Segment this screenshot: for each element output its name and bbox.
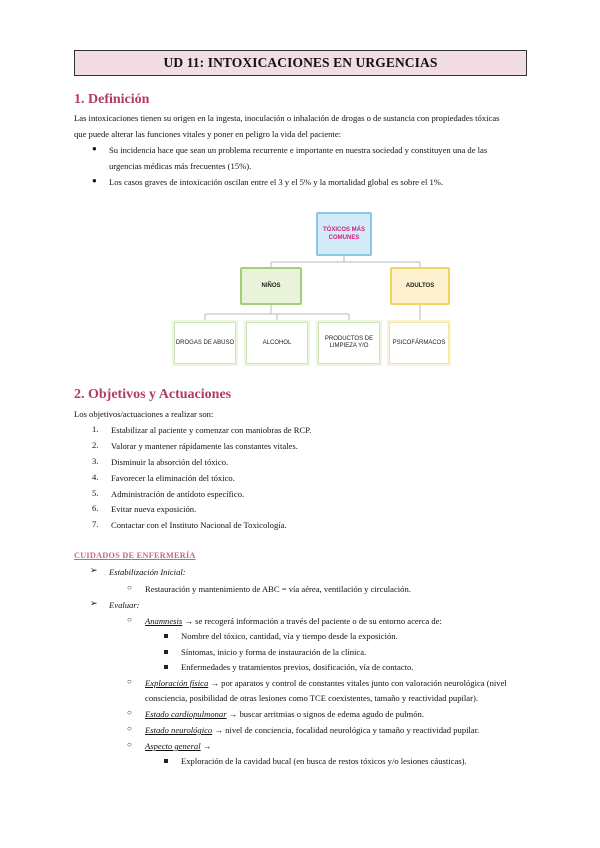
anamnesis-line <box>145 615 442 627</box>
title-text: UD 11: INTOXICACIONES EN URGENCIAS <box>163 55 438 70</box>
general-label: Aspecto general <box>145 741 201 751</box>
neuro-text: → nivel de conciencia, focalidad neurológica y tamaño y reactividad pupilar. <box>214 725 480 735</box>
diagram-drogas-label: DROGAS DE ABUSO <box>175 339 235 346</box>
cardio-text: → buscar arritmias o signos de edema agudo de pulmón. <box>228 709 424 719</box>
objective-item: Estabilizar al paciente y comenzar con maniobras de RCP. <box>111 425 312 435</box>
general-arrow: → <box>202 741 212 751</box>
diagram-ninos-label: NIÑOS <box>261 283 281 289</box>
list-number: 7. <box>92 519 99 529</box>
objective-item: Evitar nueva exposición. <box>111 504 197 514</box>
exploracion-label: Exploración física <box>145 678 209 688</box>
section2-heading: 2. Objetivos y Actuaciones <box>74 387 232 402</box>
evaluar-label: Evaluar: <box>109 600 140 610</box>
bullet2: Los casos graves de intoxicación oscilan entre el 3 y el 5% y la mortalidad global es sobre el 1%. <box>109 177 444 187</box>
list-number: 1. <box>92 424 99 434</box>
neuro-label: Estado neurológico <box>145 725 213 735</box>
square-bullet-icon <box>164 634 168 638</box>
objectives-intro: Los objetivos/actuaciones a realizar son: <box>74 409 214 419</box>
list-number: 6. <box>92 503 99 513</box>
diagram-adultos-node <box>390 267 450 305</box>
cardio-line <box>145 708 424 720</box>
definition-line-2: que puede alterar las funciones vitales y poner en peligro la vida del paciente: <box>74 129 342 139</box>
section1-heading: 1. Definición <box>74 92 150 107</box>
cardio-label: Estado cardiopulmonar <box>145 709 227 719</box>
diagram-psico-node <box>389 322 449 364</box>
square-bullet-icon <box>164 650 168 654</box>
anamnesis-item: Síntomas, inicio y forma de instauración de la clínica. <box>181 647 367 657</box>
circle-bullet-icon: ○ <box>127 708 132 717</box>
diagram-top-label: TÓXICOS MÁS COMUNES <box>322 227 365 241</box>
neuro-line <box>145 724 479 736</box>
anamnesis-item: Nombre del tóxico, cantidad, vía y tiempo desde la exposición. <box>181 631 398 641</box>
list-number: 2. <box>92 440 99 450</box>
estabilizacion-label: Estabilización Inicial: <box>109 567 186 577</box>
objective-item: Administración de antídoto específico. <box>111 489 245 499</box>
diagram-drogas-node <box>174 322 236 364</box>
list-number: 4. <box>92 472 99 482</box>
objective-item: Disminuir la absorción del tóxico. <box>111 457 229 467</box>
exploracion-line-1 <box>145 677 507 689</box>
circle-bullet-icon: ○ <box>127 583 132 592</box>
list-number: 3. <box>92 456 99 466</box>
diagram-adultos-label: ADULTOS <box>405 283 435 289</box>
diagram-productos-node <box>318 322 380 364</box>
anamnesis-item: Enfermedades y tratamientos previos, dosificación, vía de contacto. <box>181 662 414 672</box>
objective-item: Valorar y mantener rápidamente las constantes vitales. <box>111 441 298 451</box>
circle-bullet-icon: ○ <box>127 677 132 686</box>
circle-bullet-icon: ○ <box>127 615 132 624</box>
objective-item: Contactar con el Instituto Nacional de Toxicología. <box>111 520 287 530</box>
diagram-top-node <box>316 212 372 256</box>
definition-line-1: Las intoxicaciones tienen su origen en la ingesta, inoculación o inhalación de drogas o de sustancia con propiedades tóxicas <box>74 113 500 123</box>
square-bullet-icon <box>164 759 168 763</box>
square-bullet-icon <box>164 665 168 669</box>
objective-item: Favorecer la eliminación del tóxico. <box>111 473 235 483</box>
exploracion-text: → por aparatos y control de constantes vitales junto con valoración neurológica (nivel <box>210 678 507 688</box>
arrow-bullet-icon: ➢ <box>90 565 98 575</box>
diagram-alcohol-node <box>246 322 308 364</box>
circle-bullet-icon: ○ <box>127 740 132 749</box>
general-line <box>145 740 211 752</box>
diagram-productos-label: PRODUCTOS DE LIMPIEZA Y/O <box>324 336 374 349</box>
bullet-dot-icon: ● <box>92 144 97 153</box>
estabilizacion-item: Restauración y mantenimiento de ABC = vía aérea, ventilación y circulación. <box>145 584 411 594</box>
arrow-bullet-icon: ➢ <box>90 598 98 608</box>
general-item: Exploración de la cavidad bucal (en busca de restos tóxicos y/o lesiones cáusticas). <box>181 756 467 766</box>
anamnesis-text: → se recogerá información a través del paciente o de su entorno acerca de: <box>184 616 442 626</box>
list-number: 5. <box>92 488 99 498</box>
bullet1-line-2: urgencias médicas más frecuentes (15%). <box>109 161 252 171</box>
anamnesis-label: Anamnesis <box>145 616 183 626</box>
bullet1-line-1: Su incidencia hace que sean un problema recurrente e importante en nuestra sociedad y constituyen una de las <box>109 145 488 155</box>
exploracion-line-2: consciencia, posibilidad de otras lesiones como TCE coexistentes, tamaño y reactividad pupilar). <box>145 693 478 703</box>
diagram-ninos-node <box>240 267 302 305</box>
circle-bullet-icon: ○ <box>127 724 132 733</box>
bullet-dot-icon: ● <box>92 176 97 185</box>
nursing-title: CUIDADOS DE ENFERMERÍA <box>74 551 196 560</box>
diagram-psico-label: PSICOFÁRMACOS <box>392 340 446 346</box>
diagram-alcohol-label: ALCOHOL <box>262 339 292 346</box>
